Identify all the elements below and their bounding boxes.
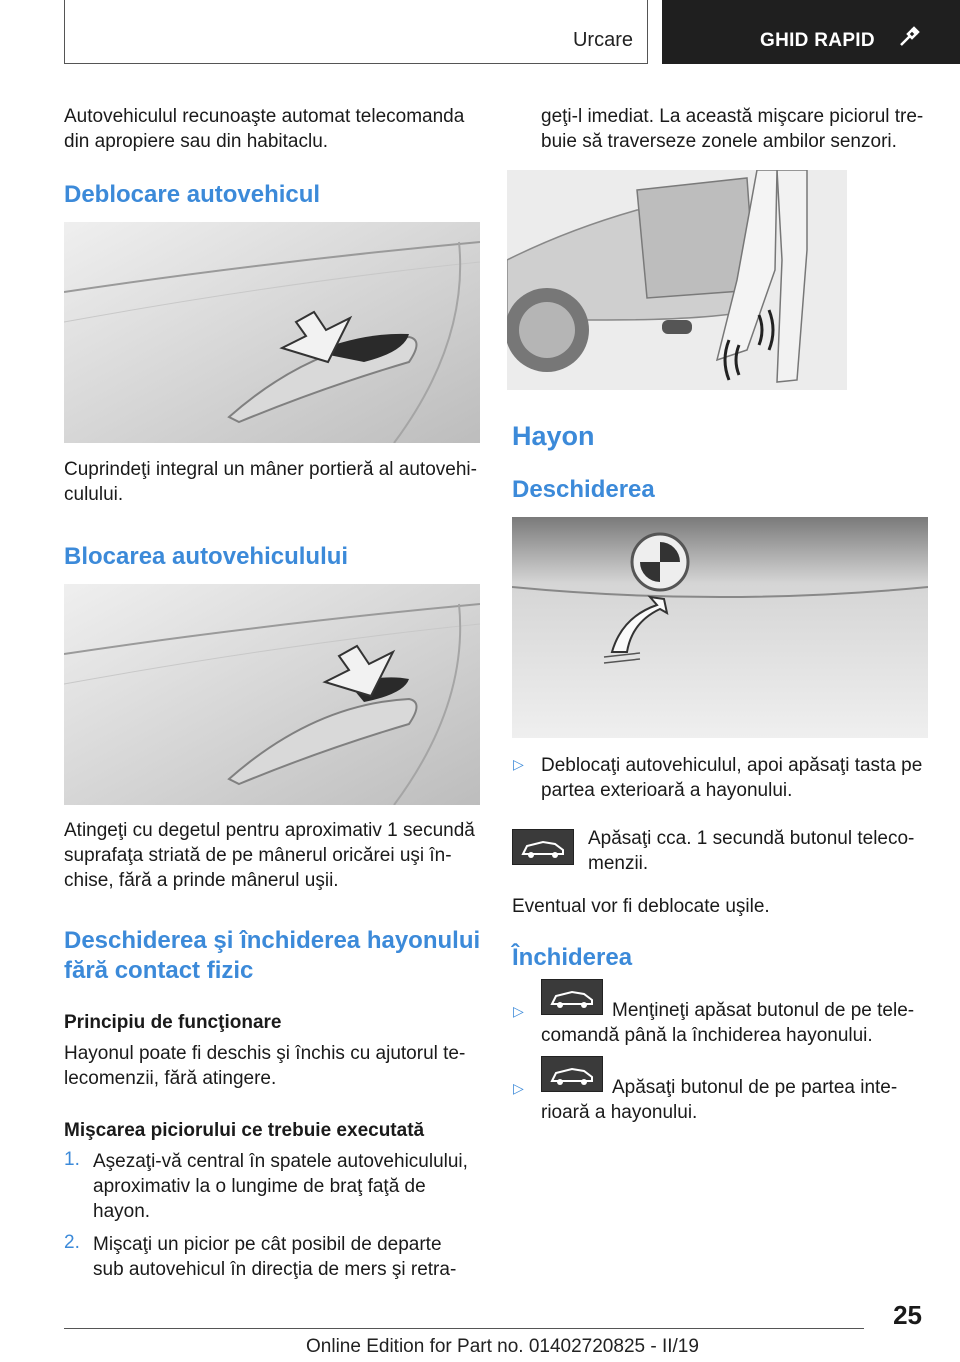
close-bullet2-first-line: Apăsaţi butonul de pe partea inte-	[612, 1077, 898, 1098]
quick-guide-tab[interactable]	[662, 0, 960, 64]
text-line: sub autovehicul în direcţia de mers şi retra-	[93, 1259, 457, 1280]
text-line: culului.	[64, 484, 124, 505]
step-number: 1.	[64, 1149, 80, 1170]
open-heading: Deschiderea	[512, 476, 655, 503]
remote-paragraph	[588, 826, 943, 876]
text-line: aproximativ la o lungime de braţ faţă de	[93, 1176, 426, 1197]
bullet-icon: ▷	[513, 1080, 524, 1096]
hayon-heading: Hayon	[512, 421, 595, 451]
text-line: Aşezaţi-vă central în spatele autovehiculului,	[93, 1151, 468, 1172]
step-text	[93, 1232, 488, 1282]
page-number: 25	[893, 1300, 922, 1330]
close-bullet2-second-line: rioară a hayonului.	[541, 1102, 698, 1123]
continued-paragraph	[541, 104, 941, 154]
text-line: din apropiere sau din habitaclu.	[64, 131, 329, 152]
unlock-paragraph	[64, 457, 484, 507]
doors-paragraph: Eventual vor fi deblocate uşile.	[512, 896, 770, 917]
footer-divider	[64, 1328, 864, 1329]
principle-paragraph	[64, 1041, 484, 1091]
tailgate-button-image	[512, 517, 928, 738]
text-line: Apăsaţi cca. 1 secundă butonul teleco-	[588, 828, 915, 849]
motion-heading: Mişcarea piciorului ce trebuie executată	[64, 1120, 425, 1141]
text-line: lecomenzii, fără atingere.	[64, 1068, 277, 1089]
text-line: Autovehiculul recunoaşte automat telecomanda	[64, 106, 465, 127]
contactless-heading	[64, 926, 494, 986]
close-heading: Închiderea	[512, 944, 633, 971]
remote-tailgate-key-icon	[512, 829, 574, 865]
intro-paragraph	[64, 104, 484, 154]
heading-line: Deschiderea şi închiderea hayonului	[64, 927, 481, 954]
quick-guide-label: GHID RAPID	[760, 30, 875, 51]
heading-line: fără contact fizic	[64, 957, 254, 984]
car-tailgate-icon	[513, 830, 573, 864]
door-handle-illustration	[64, 584, 480, 805]
foot-gesture-image	[507, 170, 847, 390]
close-bullet1-second-line: comandă până la închiderea hayonului.	[541, 1025, 873, 1046]
tailgate-illustration	[512, 517, 928, 738]
section-title: Urcare	[572, 29, 633, 51]
remote-tailgate-key-icon	[541, 979, 603, 1015]
text-line: partea exterioară a hayonului.	[541, 780, 793, 801]
text-line: Mişcaţi un picior pe cât posibil de departe	[93, 1234, 442, 1255]
step-text	[93, 1149, 488, 1224]
door-handle-illustration	[64, 222, 480, 443]
text-line: Cuprindeţi integral un mâner portieră al autovehi-	[64, 459, 477, 480]
car-tailgate-icon	[542, 980, 602, 1014]
header-section-box	[64, 0, 648, 64]
bullet-icon: ▷	[513, 1003, 524, 1019]
remote-tailgate-key-icon	[541, 1056, 603, 1092]
step-number: 2.	[64, 1232, 80, 1253]
text-line: geţi-l imediat. La această mişcare piciorul tre-	[541, 106, 924, 127]
open-bullet	[541, 753, 941, 803]
door-handle-unlock-image	[64, 222, 480, 443]
text-line: hayon.	[93, 1201, 151, 1222]
lock-paragraph	[64, 818, 484, 893]
text-line: menzii.	[588, 853, 649, 874]
close-bullet1-first-line: Menţineţi apăsat butonul de pe tele-	[612, 1000, 915, 1021]
wrench-icon	[898, 26, 920, 48]
door-handle-lock-image	[64, 584, 480, 805]
text-line: Hayonul poate fi deschis şi închis cu ajutorul te-	[64, 1043, 466, 1064]
lock-heading: Blocarea autovehiculului	[64, 543, 349, 570]
text-line: chise, fără a prinde mânerul uşii.	[64, 870, 339, 891]
foot-gesture-illustration	[507, 170, 847, 390]
car-tailgate-icon	[542, 1057, 602, 1091]
unlock-heading: Deblocare autovehicul	[64, 181, 321, 208]
text-line: buie să traverseze zonele ambilor senzori.	[541, 131, 897, 152]
principle-heading: Principiu de funcţionare	[64, 1012, 282, 1033]
text-line: suprafaţa striată de pe mânerul oricărei uşi în-	[64, 845, 452, 866]
text-line: Atingeţi cu degetul pentru aproximativ 1 secundă	[64, 820, 475, 841]
text-line: Deblocaţi autovehiculul, apoi apăsaţi tasta pe	[541, 755, 923, 776]
bullet-icon: ▷	[513, 756, 524, 772]
footer-edition: Online Edition for Part no. 01402720825 - II/19	[306, 1336, 699, 1357]
